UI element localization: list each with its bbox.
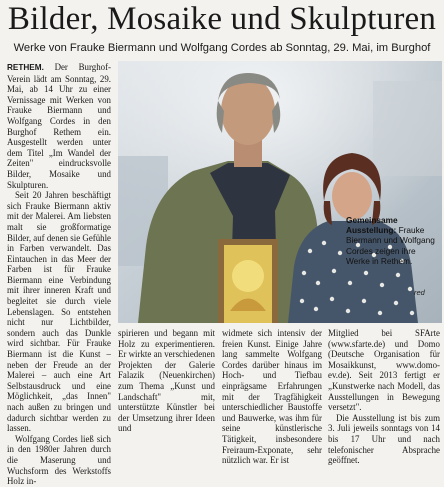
photo-caption (346, 215, 438, 266)
paragraph-1-text: Der Burghof-Verein lädt am Sonntag, 29. Mai, ab 14 Uhr zu einer Vernissage mit Werken von Frauke Biermann und Wolfgang Cordes in den Burghof Rethem ein. Ausgestellt werden unter dem Titel „Im Wandel der Zeiten" eindrucksvolle Bilder, Mosaike und Skulpturen. (7, 62, 111, 190)
paragraph-3: Wolfgang Cordes ließ sich in den 1980er Jahren durch die Maserung und Wuchsform des Werkstoffs Holz in- (7, 433, 111, 487)
article-column-2 (118, 328, 215, 434)
column-2-text: spirieren und begann mit Holz zu experimentieren. Er wirkte an verschiedenen Projekten der Galerie Falazik (Neuenkirchen) zum Thema „Kunst und Landschaft" mit, unterstützte Künstler bei der Umsetzung ihrer Ideen und (118, 328, 215, 434)
caption-text: Frauke Biermann und Wolfgang Cordes zeigen ihre Werke in Rethem. (346, 225, 435, 266)
dateline: RETHEM. (7, 63, 44, 72)
headline: Bilder, Mosaike und Skulpturen (7, 1, 437, 37)
article-column-4 (328, 328, 440, 466)
article-column-3 (222, 328, 322, 466)
column-4-paragraph-2: Die Ausstellung ist bis zum 3. Juli jeweils sonntags von 14 bis 17 Uhr und nach telefonischer Absprache geöffnet. (328, 412, 440, 466)
caption-title: Gemeinsame Ausstellung: (346, 215, 398, 236)
paragraph-2: Seit 20 Jahren beschäftigt sich Frauke Biermann aktiv mit der Malerei. Am liebsten malt sie großformatige Bilder, auf denen sie Gefühle in Farben verwandelt. Das Eintauchen in das Meer der Farben ist für Frauke Biermann eine Verbindung mit ihrer inneren Kraft und begleitet sie durch viele Lebenslagen. So entstehen nicht nur Lichtbilder, sondern auch das Dunkle wird sichtbar. Für Frauke Biermann ist die Kunst – neben der Freude an der Malerei – auch eine Art Selbstausdruck und eine Möglichkeit, „das Innen" nach außen zu bringen und dadurch sichtbar werden zu lassen. (7, 190, 111, 434)
subheadline: Werke von Frauke Biermann und Wolfgang Cordes ab Sonntag, 29. Mai, im Burghof (13, 42, 431, 54)
column-4-paragraph-1: Mitglied bei SFArte (www.sfarte.de) und Domo (Deutsche Organisation für Mosaikkunst, www.domo-ev.de). Seit 2013 fertigt er „Kunstwerke nach Modell, das Ausstellungen in Bewegung versetzt". (328, 328, 440, 413)
paragraph-1 (7, 62, 111, 190)
article-column-1 (7, 62, 111, 487)
column-3-text: widmete sich intensiv der freien Kunst. Einige Jahre lang sammelte Wolfgang Cordes darüber hinaus im Hoch- und Tiefbau einprägsame Erfahrungen mit der Tragfähigkeit unterschiedlicher Baustoffe und Bauwerke, was ihm für seine künstlerische Tätigkeit, insbesondere Freiraum-Exponate, sehr nützlich war. Er ist (222, 328, 322, 466)
photo-artists-illustration (118, 61, 442, 323)
photo-credit: red (414, 288, 425, 297)
article-photo (118, 61, 442, 323)
